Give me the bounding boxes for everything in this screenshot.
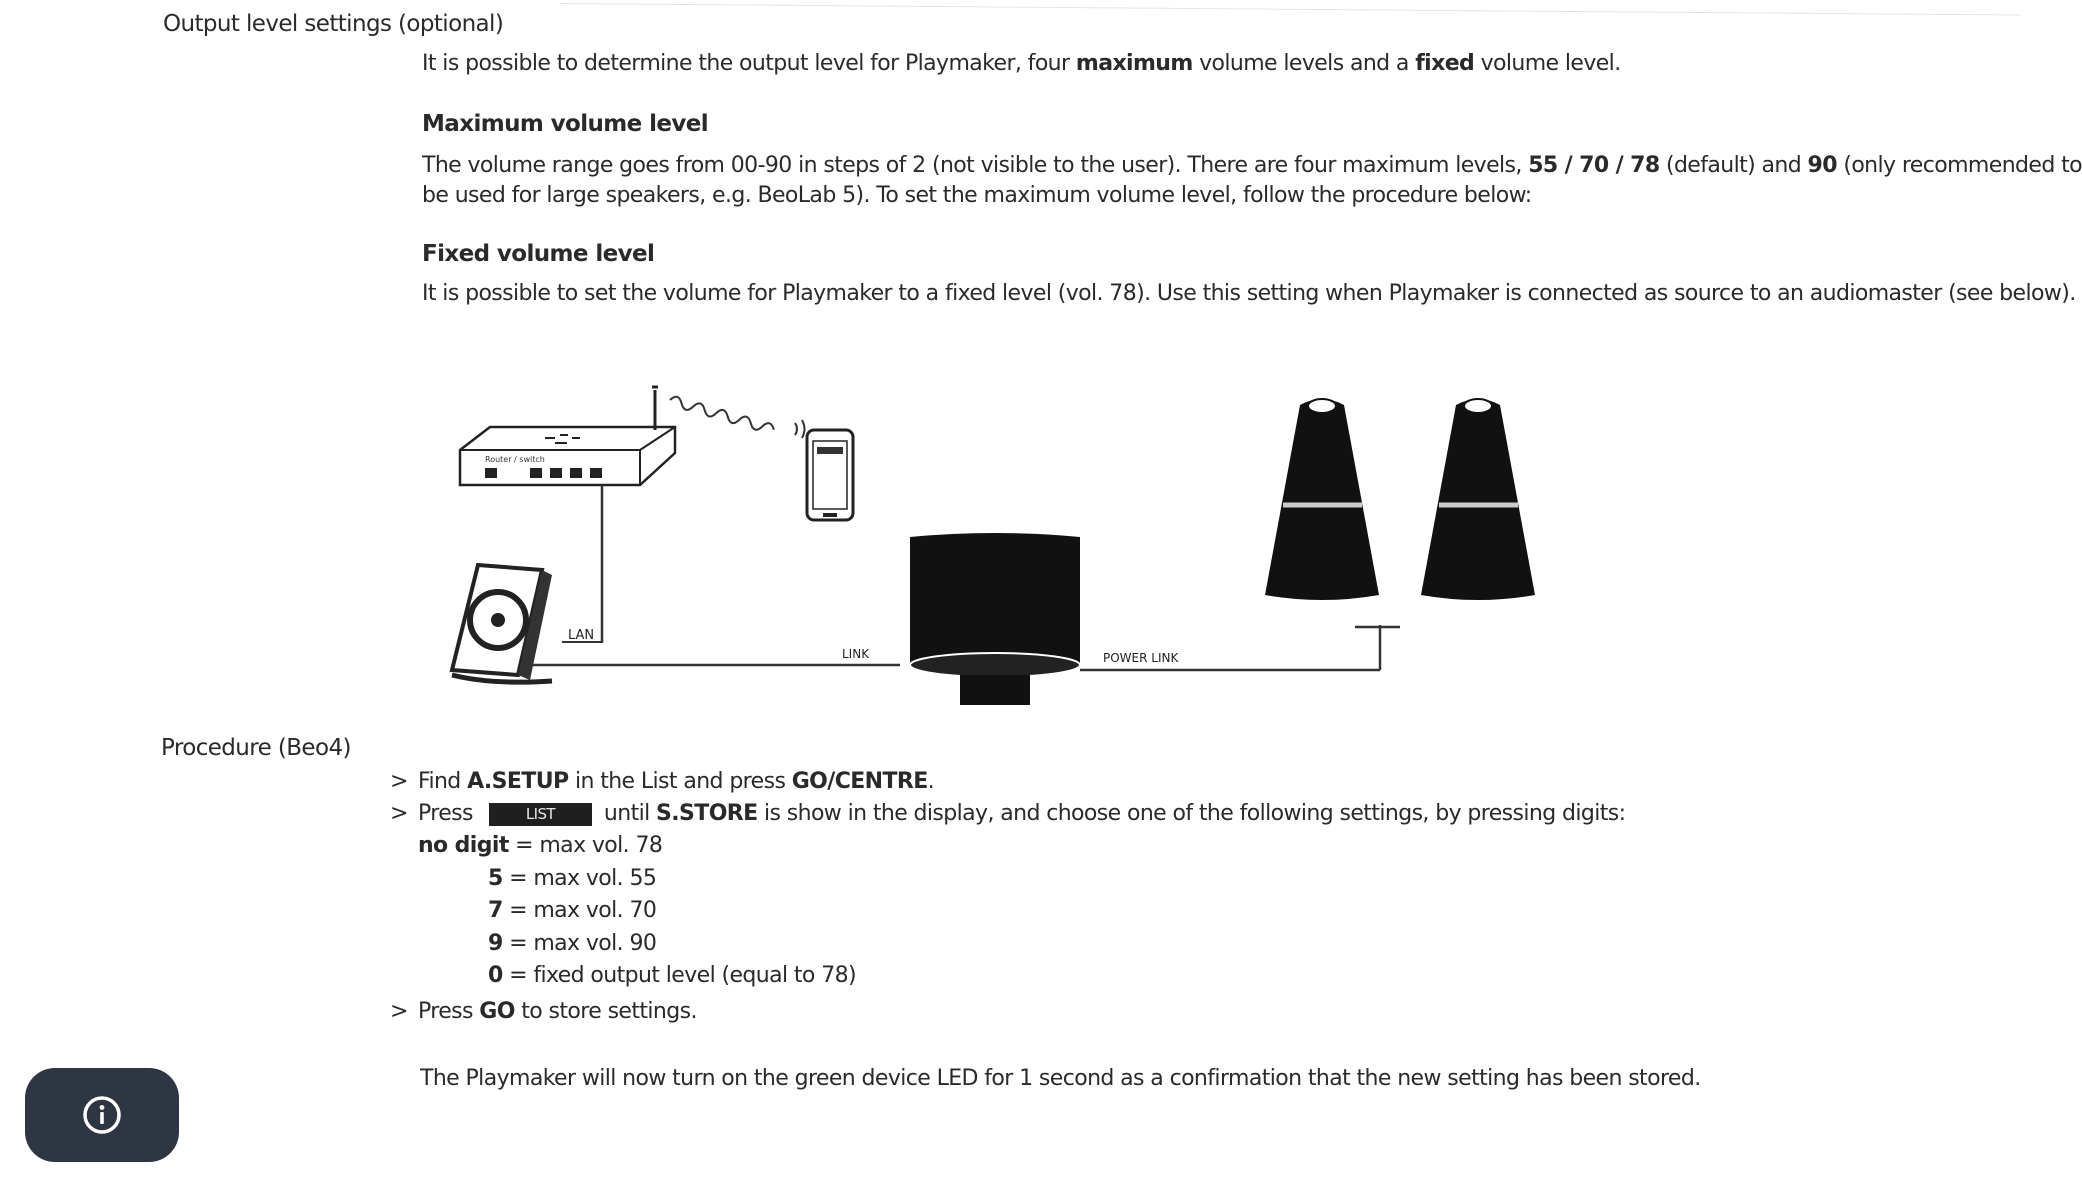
intro-text: It is possible to determine the output level for Playmaker, four maximum volume levels and a fixed volume level. <box>422 51 1621 76</box>
option-7: 7 = max vol. 70 <box>488 898 657 923</box>
speaker-left-icon <box>1265 399 1379 600</box>
max-volume-line2: be used for large speakers, e.g. BeoLab 5). To set the maximum volume level, follow the procedure below: <box>422 183 1532 208</box>
wifi-waves <box>669 395 776 434</box>
subwoofer-icon <box>910 533 1080 705</box>
procedure-title: Procedure (Beo4) <box>161 735 351 761</box>
info-button[interactable] <box>25 1068 179 1162</box>
link-label: LINK <box>842 647 870 661</box>
section-title: Output level settings (optional) <box>163 11 504 37</box>
step-2: > Press LIST until S.STORE is show in the display, and choose one of the following settings, by pressing digits: <box>390 801 1626 826</box>
max-volume-heading: Maximum volume level <box>422 111 709 137</box>
lan-label: LAN <box>568 628 595 643</box>
fixed-volume-text: It is possible to set the volume for Playmaker to a fixed level (vol. 78). Use this setting when Playmaker is connected as source to an audiomaster (see below). <box>422 281 2076 306</box>
router-label: Router / switch <box>485 455 545 464</box>
smartphone-icon <box>807 430 853 520</box>
connection-diagram <box>440 375 1550 720</box>
router-icon <box>460 387 675 485</box>
top-divider <box>560 3 2021 15</box>
list-key-badge: LIST <box>489 803 592 826</box>
info-icon <box>82 1095 122 1135</box>
fixed-volume-heading: Fixed volume level <box>422 241 655 267</box>
power-link-label: POWER LINK <box>1103 651 1179 665</box>
option-0: 0 = fixed output level (equal to 78) <box>488 963 856 988</box>
step-3: > Press GO to store settings. <box>390 999 697 1024</box>
option-5: 5 = max vol. 55 <box>488 866 657 891</box>
option-no-digit: no digit = max vol. 78 <box>418 833 663 858</box>
option-9: 9 = max vol. 90 <box>488 931 657 956</box>
speaker-right-icon <box>1421 399 1535 600</box>
confirmation-text: The Playmaker will now turn on the green device LED for 1 second as a confirmation that the new setting has been stored. <box>420 1066 1701 1091</box>
max-volume-line1: The volume range goes from 00-90 in steps of 2 (not visible to the user). There are four maximum levels, 55 / 70 / 78 (default) and 90 (only recommended to <box>422 153 2082 178</box>
step-1: > Find A.SETUP in the List and press GO/CENTRE. <box>390 769 935 794</box>
